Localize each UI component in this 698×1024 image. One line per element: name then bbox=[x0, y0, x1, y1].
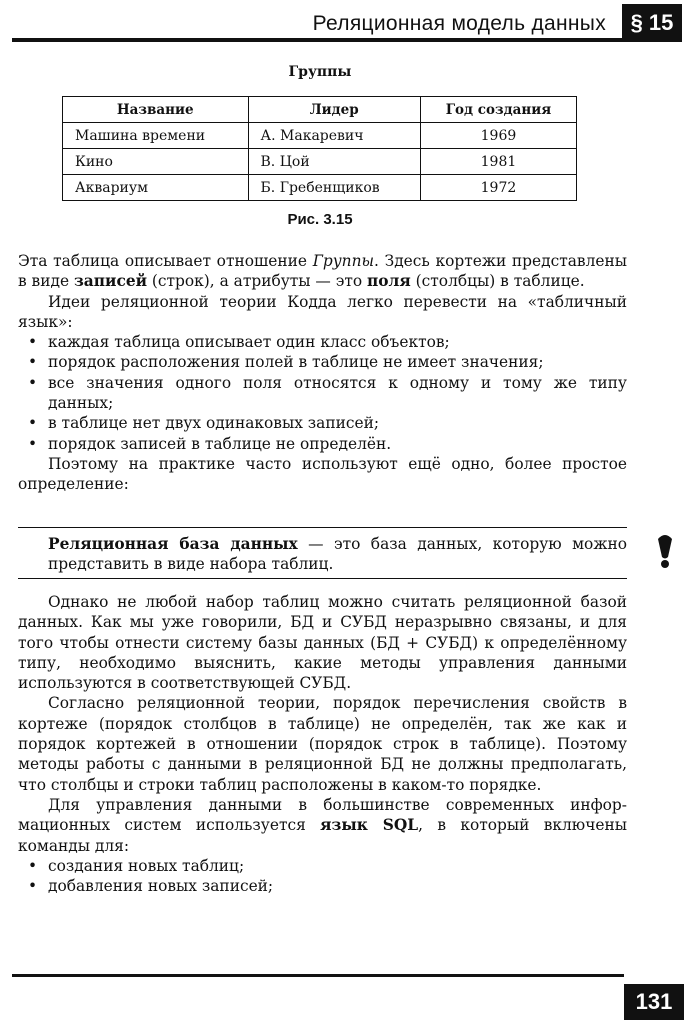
cell-year: 1972 bbox=[420, 175, 576, 201]
bullet-list bbox=[18, 332, 627, 454]
page-number: 131 bbox=[624, 984, 684, 1020]
list-item: • в таблице нет двух одинаковых записей; bbox=[18, 413, 627, 433]
body-text-upper bbox=[18, 251, 627, 495]
table-row bbox=[63, 175, 577, 201]
cell-year: 1981 bbox=[420, 149, 576, 175]
definition-box bbox=[18, 527, 627, 579]
cell-name: Аквариум bbox=[63, 175, 249, 201]
column-header: Год создания bbox=[420, 97, 576, 123]
cell-year: 1969 bbox=[420, 123, 576, 149]
paragraph bbox=[18, 795, 627, 856]
list-item: • порядок записей в таблице не определён. bbox=[18, 434, 627, 454]
cell-name: Кино bbox=[63, 149, 249, 175]
cell-leader: Б. Гребенщиков bbox=[248, 175, 420, 201]
header-rule bbox=[12, 38, 624, 42]
list-item: • каждая таблица описывает один класс объектов; bbox=[18, 332, 627, 352]
paragraph bbox=[18, 251, 627, 292]
figure-caption: Рис. 3.15 bbox=[287, 211, 353, 228]
footer-rule bbox=[12, 974, 624, 977]
exclamation-icon bbox=[653, 533, 677, 569]
paragraph: Однако не любой набор таблиц можно считать реляционной базой данных. Как мы уже говорили, БД и СУБД неразрывно связаны, и для того чтобы отнести систему базы данных (БД + СУБД) к определённому типу, необходимо выяснить, какие методы управления данными используются в соответствующей СУБД. bbox=[18, 593, 627, 693]
column-header: Название bbox=[63, 97, 249, 123]
bold-term: поля bbox=[367, 272, 411, 291]
table-header-row bbox=[63, 97, 577, 123]
column-header: Лидер bbox=[248, 97, 420, 123]
bold-term: язык SQL bbox=[320, 816, 419, 835]
italic-term: Группы bbox=[312, 252, 375, 270]
running-header-title: Реляционная модель данных bbox=[312, 12, 606, 35]
list-item: • порядок расположения полей в таблице не имеет значения; bbox=[18, 352, 627, 372]
bullet-list bbox=[18, 856, 627, 897]
list-item: • добавления новых записей; bbox=[18, 876, 627, 896]
table-row bbox=[63, 149, 577, 175]
section-badge: § 15 bbox=[622, 4, 682, 42]
definition-term: Реляционная база данных bbox=[48, 535, 298, 553]
paragraph: Поэтому на практике часто используют ещё одно, более простое определение: bbox=[18, 454, 627, 494]
cell-leader: А. Макаревич bbox=[248, 123, 420, 149]
definition-text: — это база данных, которую можно представить в виде набора таблиц. bbox=[48, 535, 628, 574]
text: . Здесь кортежи представлены в виде bbox=[18, 252, 627, 291]
list-item: • все значения одного поля относятся к одному и тому же типу данных; bbox=[18, 373, 627, 414]
bold-term: записей bbox=[73, 272, 148, 291]
text: , в который включены команды для: bbox=[18, 816, 628, 855]
text: (строк), а атрибуты — это bbox=[147, 272, 368, 291]
paragraph: Идеи реляционной теории Кодда легко перевести на «табличный язык»: bbox=[18, 292, 627, 331]
text: Эта таблица описывает отношение bbox=[18, 252, 313, 270]
table-row bbox=[63, 123, 577, 149]
text: (столбцы) в таблице. bbox=[410, 272, 585, 291]
table-title: Группы bbox=[288, 64, 352, 80]
body-text-lower bbox=[18, 592, 627, 896]
cell-leader: В. Цой bbox=[248, 149, 420, 175]
cell-name: Машина времени bbox=[63, 123, 249, 149]
text: Для управления данными в большинстве современных информационных систем используется bbox=[18, 795, 627, 835]
paragraph: Согласно реляционной теории, порядок перечисления свойств в кортеже (порядок столбцов в таблице) не определён, так же как и порядок кортежей в отношении (порядок строк в таблице). Поэтому методы работы с данными в реляционной БД не должны предполагать, что столбцы и строки таблиц расположены в каком-то порядке. bbox=[18, 694, 627, 794]
groups-table bbox=[62, 96, 577, 201]
list-item: • создания новых таблиц; bbox=[18, 856, 627, 876]
